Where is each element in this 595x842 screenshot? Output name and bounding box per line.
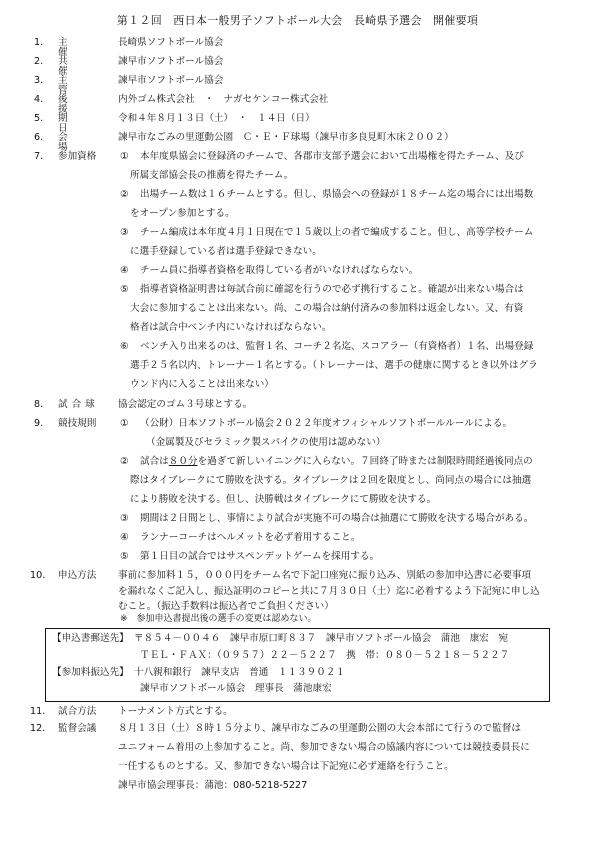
section-label: 共 催 [58,56,123,77]
item-mark: ② [120,456,129,467]
item-line: に選手登録している者は選手登録できない。 [130,246,322,257]
section-value: 諫早市ソフトボール協会 [118,56,224,67]
section-value: トーナメント方式とする。 [118,706,233,717]
section-label: 主 管 [58,75,123,96]
section-label: 期 日 [58,113,123,134]
item-line: （公財）日本ソフトボール協会２０２２年度オフィシャルソフトボールルールによる。 [140,418,513,429]
section-venue [0,132,595,153]
item-line: 際はタイブレークにて勝敗を決する。タイブレークは２回を限度とし、尚同点の場合には抽選 [130,475,532,486]
item-line: 試合は８０分を過ぎて新しいイニングに入らない。７回終了時または制限時間経過後同点の [140,456,533,467]
item-mark: ① [120,418,129,429]
section-organizer [0,37,595,58]
mail-address-value: 〒８５４－００４６ 諫早市原口町８３７ 諫早市ソフトボール協会 蒲池 康宏 宛 [134,633,508,644]
meeting-line: 一任するものとする。又、参加できない場合は下記宛に必ず連絡を行うこと。 [118,761,454,772]
section-number: 10. [30,570,46,581]
item-mark: ② [120,189,129,200]
section-label: 競技規則 [58,418,97,429]
account-holder: 諫早市ソフトボール協会 理事長 蒲池康宏 [140,683,332,694]
item-mark: ⑤ [120,551,129,562]
section-number: 7. [34,151,44,162]
item-line: 格者は試合中ベンチ内にいなければならない。 [130,322,332,333]
section-number: 9. [34,418,44,429]
section-number: 3. [34,75,44,86]
item-line: 出場チーム数は１６チームとする。但し、県協会への登録が１８チーム迄の場合には出場数 [140,189,534,200]
section-support [0,94,595,115]
section-label: 会 場 [58,132,123,153]
section-label: 参加資格 [58,151,97,162]
item-line: チーム員に指導者資格を取得している者がいなければならない。 [140,265,419,276]
application-line: ※ 参加申込書提出後の選手の変更は認めない。 [120,614,317,624]
item-line: （金属製及びセラミック製スパイクの使用は認めない） [146,437,386,448]
meeting-line: ユニフォーム着用の上参加すること。尚、参加できない場合の協議内容については競技委員長に [118,742,530,753]
item-line: により勝敗を決する。但し、決勝戦はタイブレークにて勝敗を決する。 [130,494,437,505]
section-value: 令和４年８月１３日（土） ・ １４日（日） [118,113,315,124]
section-number: 1. [34,37,44,48]
item-line: ランナーコーチはヘルメットを必ず着用すること。 [140,532,361,543]
section-label: 主 催 [58,37,123,58]
item-mark: ① [120,151,129,162]
item-line: ベンチ入り出来るのは、監督１名、コーチ２名迄、スコアラー（有資格者）１名、出場登録 [140,341,534,352]
meeting-contact: 諫早市協会理事長：蒲池：080-5218-5227 [118,780,308,791]
section-number: 6. [34,132,44,143]
application-line: 事前に参加料１５，０００円をチーム名で下記口座宛に振り込み、別紙の参加申込書に必要事項 [118,570,532,581]
phone-line: ＴＥＬ・ＦＡＸ：（０９５７）２２－５２２７ 携 帯：０８０－５２１８－５２２７ [140,650,510,661]
item-line: 期間は２日間とし、事情により試合が実施不可の場合は抽選にて勝敗を決する場合がある。 [140,513,534,524]
section-label: 申込方法 [58,570,97,581]
mail-address-label: 【申込書郵送先】 [52,633,129,644]
section-value: 諫早市ソフトボール協会 [118,75,224,86]
section-label: 監督会議 [58,723,97,734]
section-label: 試合方法 [58,706,97,717]
payment-label: 【参加料振込先】 [52,667,129,678]
item-mark: ⑥ [120,341,129,352]
item-line: チーム編成は本年度４月１日現在で１５歳以上の者で編成すること。但し、高等学校チーム [140,227,534,238]
section-number: 2. [34,56,44,67]
section-dates [0,113,595,134]
item-line: をオープン参加とする。 [130,208,235,219]
section-value: 内外ゴム株式会社 ・ ナガセケンコー株式会社 [118,94,329,105]
section-number: 11. [30,706,46,717]
item-mark: ③ [120,227,129,238]
section-value: 長崎県ソフトボール協会 [118,37,224,48]
contact-box [45,628,550,702]
meeting-line: ８月１３日（土）８時１５分より、諫早市なごみの里運動公園の大会本部にて行うので監督は [118,723,521,734]
section-value: 協会認定のゴム３号球とする。 [118,399,253,410]
item-line: 本年度県協会に登録済のチームで、各郡市支部予選会において出場権を得たチーム、及び [140,151,524,162]
item-line: 所属支部協会長の推薦を得たチーム。 [130,170,294,181]
section-co-organizer [0,56,595,77]
item-line: 選手２５名以内、トレーナー１名とする。（トレーナーは、選手の健康に関するとき以外はグラ [130,360,538,371]
section-label: 試合球 [58,399,99,410]
item-mark: ④ [120,265,129,276]
section-number: 4. [34,94,44,105]
section-number: 8. [34,399,44,410]
item-mark: ⑤ [120,284,129,295]
item-mark: ③ [120,513,129,524]
payment-value: 十八親和銀行 諫早支店 普通 １１３９０２１ [134,667,346,678]
section-management [0,75,595,96]
application-line: むこと。（振込手数料は振込者でご負担ください） [118,601,334,612]
item-line: 第１日目の試合ではサスペンデットゲームを採用する。 [140,551,380,562]
application-line: を漏れなくご記入し、振込証明のコピーと共に７月３０日（土）迄に必着するよう下記宛に申し込 [118,586,540,597]
item-line: 指導者資格証明書は毎試合前に確認を行うので必ず携行すること。確認が出来ない場合は [140,284,524,295]
section-number: 5. [34,113,44,124]
item-line: 大会に参加することは出来ない。尚、この場合は納付済みの参加料は返金しない。又、有資 [130,303,524,314]
section-label: 後 援 [58,94,123,115]
item-line: ウンド内に入ることは出来ない） [130,379,274,390]
document-title: 第１２回 西日本一般男子ソフトボール大会 長崎県予選会 開催要項 [116,14,479,27]
item-mark: ④ [120,532,129,543]
section-value: 諫早市なごみの里運動公園 Ｃ・Ｅ・Ｆ球場（諫早市多良見町木床２００２） [118,132,454,143]
section-number: 12. [30,723,46,734]
